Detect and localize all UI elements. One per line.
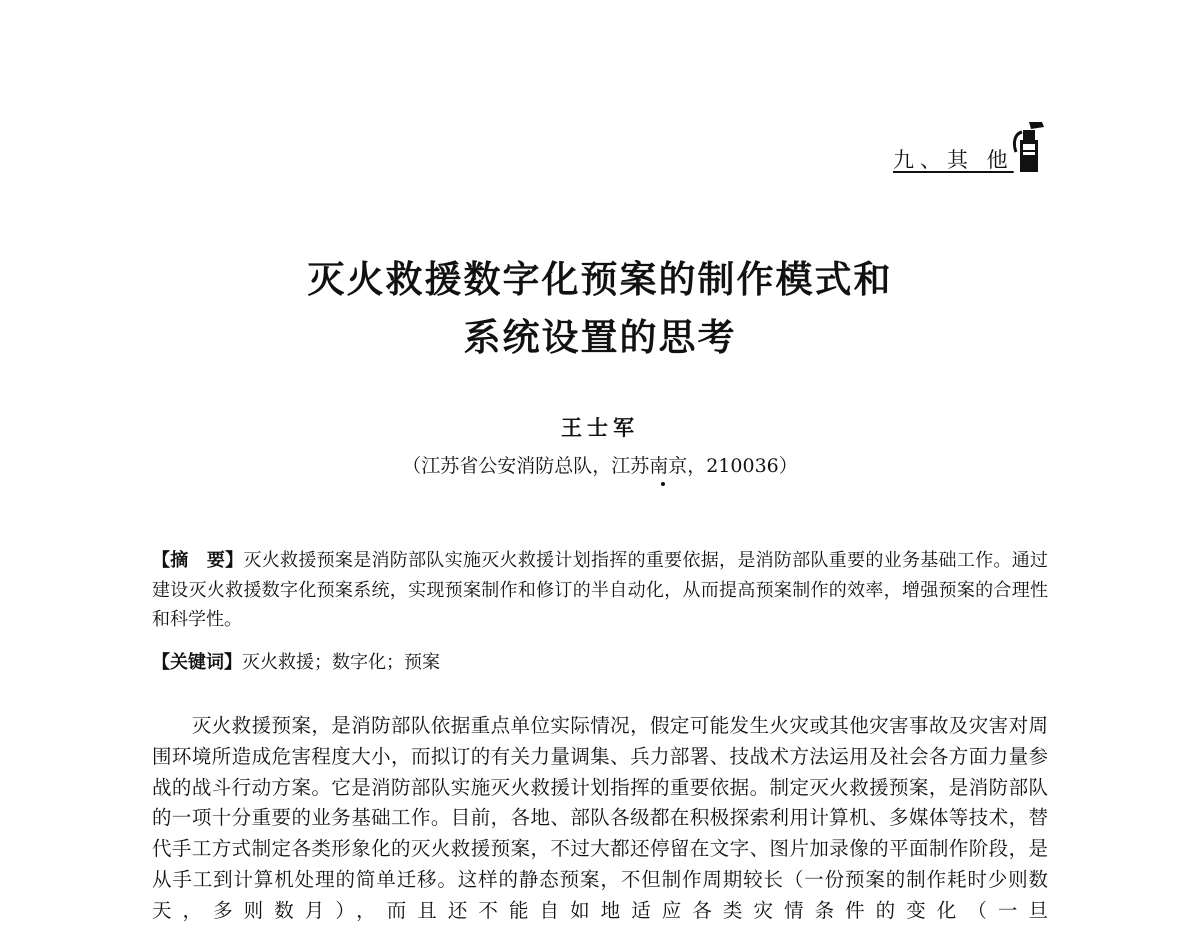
keywords-text: 灭火救援；数字化；预案 (242, 652, 440, 673)
abstract (152, 546, 1048, 635)
body-paragraph (152, 711, 1048, 927)
section-tag: 九、其 他 (893, 148, 1014, 172)
body-text: 灭火救援预案，是消防部队依据重点单位实际情况，假定可能发生火灾或其他灾害事故及灾害对周围环境所造成危害程度大小，而拟订的有关力量调集、兵力部署、技战术方法运用及社会各方面力量参战的战斗行动方案。它是消防部队实施灭火救援计划指挥的重要依据。制定灭火救援预案，是消防部队的一项十分重要的业务基础工作。目前，各地、部队各级都在积极探索利用计算机、多媒体等技术，替代手工方式制定各类形象化的灭火救援预案，不过大都还停留在文字、图片加录像的平面制作阶段，是从手工到计算机处理的简单迁移。这样的静态预案，不但制作周期较长（一份预案的制作耗时少则数天，多则数月），而且还不能自如地适应各类灾情条件的变化（一旦 (152, 714, 1048, 922)
abstract-label: 【摘 要】 (152, 550, 244, 571)
affiliation: （江苏省公安消防总队，江苏南京，210036） (402, 455, 798, 477)
author: 王士军 (561, 415, 639, 440)
title-line-2: 系统设置的思考 (463, 315, 737, 359)
title-line-1: 灭火救援数字化预案的制作模式和 (307, 257, 893, 301)
fire-extinguisher-icon (1010, 118, 1050, 174)
keywords (152, 648, 1048, 674)
abstract-text: 灭火救援预案是消防部队实施灭火救援计划指挥的重要依据，是消防部队重要的业务基础工作。通过建设灭火救援数字化预案系统，实现预案制作和修订的半自动化，从而提高预案制作的效率，增强预案的合理性和科学性。 (152, 550, 1049, 630)
keywords-label: 【关键词】 (152, 652, 242, 673)
stray-mark (661, 482, 665, 486)
